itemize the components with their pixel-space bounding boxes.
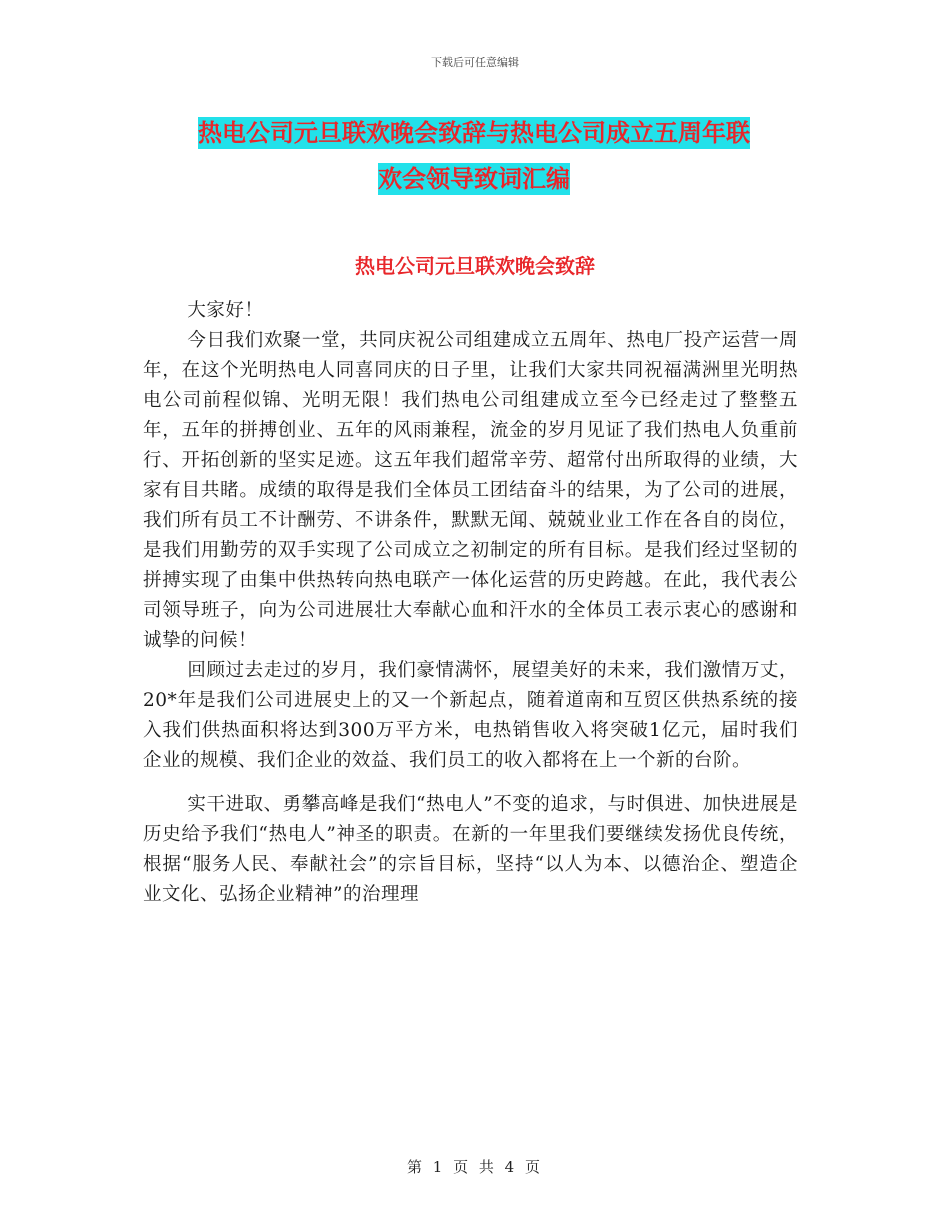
paragraph: 今日我们欢聚一堂，共同庆祝公司组建成立五周年、热电厂投产运营一周年，在这个光明热电人同喜同庆的日子里，让我们大家共同祝福满洲里光明热电公司前程似锦、光明无限！我们热电公司组建成立至今已经走过了整整五年，五年的拼搏创业、五年的风雨兼程，流金的岁月见证了我们热电人负重前行、开拓创新的坚实足迹。这五年我们超常辛劳、超常付出所取得的业绩，大家有目共睹。成绩的取得是我们全体员工团结奋斗的结果，为了公司的进展，我们所有员工不计酬劳、不讲条件，默默无闻、兢兢业业工作在各自的岗位，是我们用勤劳的双手实现了公司成立之初制定的所有目标。是我们经过坚韧的拼搏实现了由集中供热转向热电联产一体化运营的历史跨越。在此，我代表公司领导班子，向为公司进展壮大奉献心血和汗水的全体员工表示衷心的感谢和诚挚的问候！ xyxy=(143,330,798,651)
page-number: 第 1 页 共 4 页 xyxy=(407,1158,543,1176)
paragraph: 实干进取、勇攀高峰是我们“热电人”不变的追求，与时俱进、加快进展是历史给予我们“热电人”神圣的职责。在新的一年里我们要继续发扬优良传统，根据“服务人民、奉献社会”的宗旨目标，坚持“以人为本、以德治企、塑造企业文化、弘扬企业精神”的治理理 xyxy=(143,794,798,905)
body-text xyxy=(143,296,798,910)
section-title: 热电公司元旦联欢晚会致辞 xyxy=(355,254,595,278)
document-title-line-2: 欢会领导致词汇编 xyxy=(378,165,570,193)
document-title xyxy=(140,110,808,202)
header-note: 下载后可任意编辑 xyxy=(431,56,519,69)
paragraph: 回顾过去走过的岁月，我们豪情满怀，展望美好的未来，我们激情万丈，20*年是我们公司进展史上的又一个新起点，随着道南和互贸区供热系统的接入我们供热面积将达到300万平方米，电热销售收入将突破1亿元，届时我们企业的规模、我们企业的效益、我们员工的收入都将在上一个新的台阶。 xyxy=(143,660,798,771)
document-title-line-1: 热电公司元旦联欢晚会致辞与热电公司成立五周年联 xyxy=(198,119,750,147)
paragraph-greeting: 大家好！ xyxy=(187,300,264,321)
